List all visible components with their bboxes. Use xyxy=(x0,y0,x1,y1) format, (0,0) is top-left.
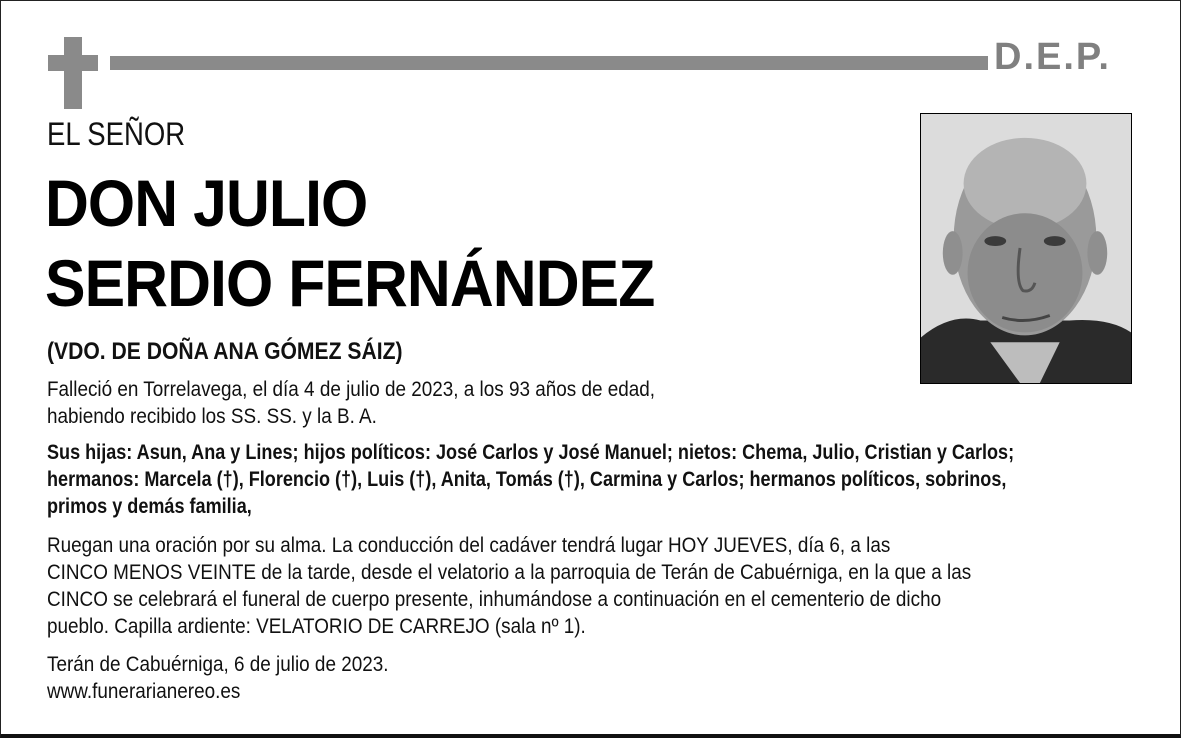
website-link[interactable]: www.funerarianereo.es xyxy=(47,680,241,703)
family-line: primos y demás familia, xyxy=(47,495,252,518)
dep-label: D.E.P. xyxy=(994,36,1111,78)
service-line: CINCO se celebrará el funeral de cuerpo presente, inhumándose a continuación en el cementerio de dicho xyxy=(47,588,942,611)
death-line: Falleció en Torrelavega, el día 4 de julio de 2023, a los 93 años de edad, xyxy=(47,378,656,401)
widower-of: (VDO. DE DOÑA ANA GÓMEZ SÁIZ) xyxy=(47,338,403,365)
family-line: Sus hijas: Asun, Ana y Lines; hijos políticos: José Carlos y José Manuel; nietos: Chema, Julio, Cristian y Carlos; xyxy=(47,441,1015,464)
place-date: Terán de Cabuérniga, 6 de julio de 2023. xyxy=(47,653,389,676)
service-line: CINCO MENOS VEINTE de la tarde, desde el velatorio a la parroquia de Terán de Cabuérniga, en la que a las xyxy=(47,561,972,584)
header-rule xyxy=(110,56,988,70)
deceased-name-line2: SERDIO FERNÁNDEZ xyxy=(45,246,655,320)
service-line: Ruegan una oración por su alma. La conducción del cadáver tendrá lugar HOY JUEVES, día 6, a las xyxy=(47,534,891,557)
service-line: pueblo. Capilla ardiente: VELATORIO DE CARREJO (sala nº 1). xyxy=(47,615,586,638)
deceased-name-line1: DON JULIO xyxy=(45,166,368,240)
title-prefix: EL SEÑOR xyxy=(47,116,186,152)
family-line: hermanos: Marcela (†), Florencio (†), Luis (†), Anita, Tomás (†), Carmina y Carlos; hermanos políticos, sobrinos, xyxy=(47,468,1007,491)
portrait-photo xyxy=(920,113,1132,384)
cross-icon xyxy=(64,37,82,109)
death-line: habiendo recibido los SS. SS. y la B. A. xyxy=(47,405,377,428)
cross-icon-bar xyxy=(48,55,98,71)
